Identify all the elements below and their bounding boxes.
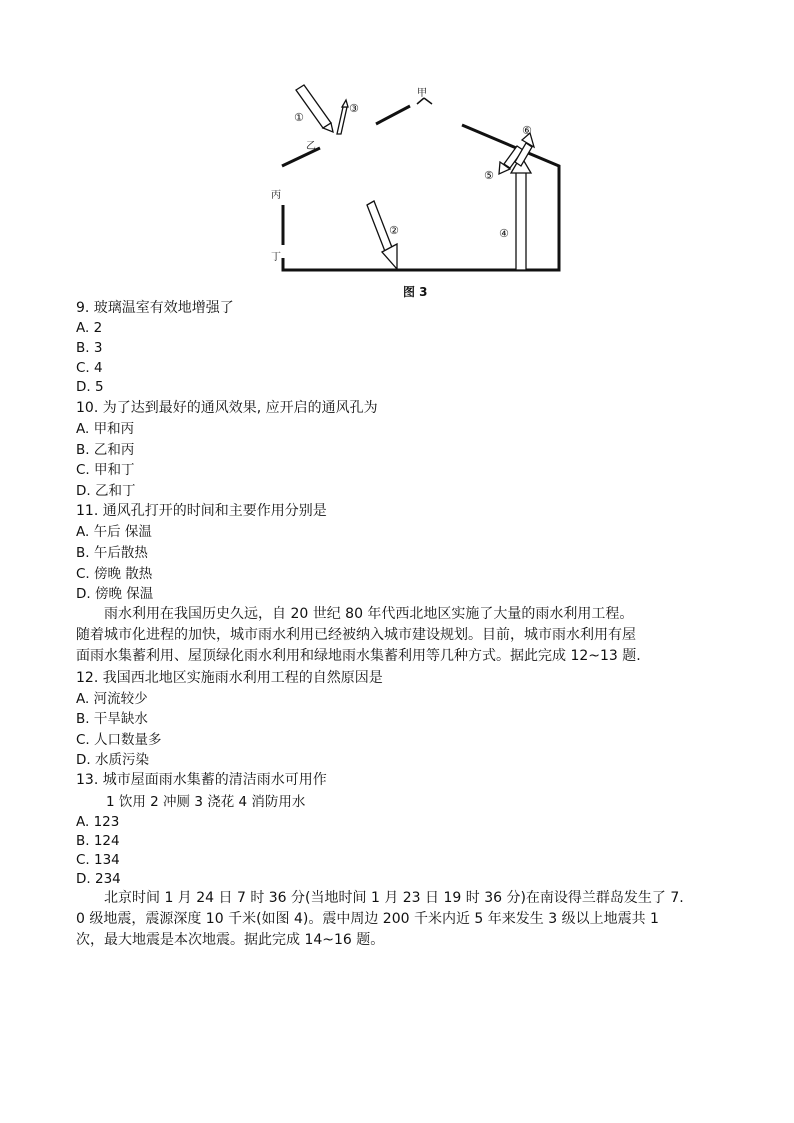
question-10-option-c: C. 甲和丁 (76, 462, 135, 478)
passage-earthquake-line-1: 北京时间 1 月 24 日 7 时 36 分(当地时间 1 月 23 日 19 时 36 分)在南设得兰群岛发生了 7. (104, 890, 684, 906)
passage-rainwater-line-2: 随着城市化进程的加快，城市雨水利用已经被纳入城市建设规划。目前，城市雨水利用有屋 (76, 627, 636, 643)
question-10-option-b: B. 乙和丙 (76, 442, 135, 458)
greenhouse-diagram (270, 80, 570, 300)
question-11-option-b: B. 午后散热 (76, 545, 148, 561)
question-12-stem: 12. 我国西北地区实施雨水利用工程的自然原因是 (76, 670, 383, 686)
question-13-option-b: B. 124 (76, 833, 120, 849)
question-10-stem: 10. 为了达到最好的通风效果, 应开启的通风孔为 (76, 400, 378, 416)
question-13-stem: 13. 城市屋面雨水集蓄的清洁雨水可用作 (76, 772, 327, 788)
passage-rainwater (76, 604, 716, 667)
label-jia: 甲 (417, 88, 427, 99)
question-13-option-d: D. 234 (76, 871, 121, 887)
question-10-option-d: D. 乙和丁 (76, 483, 136, 499)
label-3: ③ (349, 102, 359, 115)
passage-earthquake-line-2: 0 级地震，震源深度 10 千米(如图 4)。震中周边 200 千米内近 5 年来发生 3 级以上地震共 1 (76, 911, 659, 927)
question-9-stem: 9. 玻璃温室有效地增强了 (76, 300, 234, 316)
question-10-option-a: A. 甲和丙 (76, 421, 135, 437)
passage-earthquake-line-3: 次，最大地震是本次地震。据此完成 14~16 题。 (76, 932, 385, 948)
label-6: ⑥ (522, 124, 532, 137)
question-13-choices: 1 饮用 2 冲厕 3 浇花 4 消防用水 (106, 794, 306, 810)
passage-rainwater-line-1: 雨水利用在我国历史久远，自 20 世纪 80 年代西北地区实施了大量的雨水利用工程。 (104, 606, 634, 622)
question-12-option-a: A. 河流较少 (76, 691, 148, 707)
question-9-option-a: A. 2 (76, 320, 103, 336)
question-13-option-c: C. 134 (76, 852, 120, 868)
question-12-option-c: C. 人口数量多 (76, 732, 162, 748)
question-11-option-c: C. 傍晚 散热 (76, 566, 153, 582)
arrow-3-icon (337, 100, 348, 134)
question-11-option-a: A. 午后 保温 (76, 524, 152, 540)
greenhouse-upper-left-roof (376, 106, 410, 124)
passage-rainwater-line-3: 面雨水集蓄利用、屋顶绿化雨水利用和绿地雨水集蓄利用等几种方式。据此完成 12~13 题. (76, 648, 641, 664)
arrow-4-icon (511, 156, 531, 270)
passage-earthquake (76, 888, 716, 951)
label-1: ① (294, 111, 304, 124)
question-9-option-c: C. 4 (76, 360, 103, 376)
question-12-option-d: D. 水质污染 (76, 752, 149, 768)
arrow-1-icon (296, 85, 333, 132)
figure-caption: 图 3 (403, 285, 428, 299)
question-9-option-b: B. 3 (76, 340, 103, 356)
label-bing: 丙 (271, 190, 281, 201)
question-12-option-b: B. 干旱缺水 (76, 711, 148, 727)
question-9-option-d: D. 5 (76, 379, 104, 395)
label-ding: 丁 (271, 252, 281, 263)
label-4: ④ (499, 227, 509, 240)
question-13-option-a: A. 123 (76, 814, 120, 830)
label-2: ② (389, 224, 399, 237)
label-yi: 乙 (306, 141, 316, 152)
question-11-stem: 11. 通风孔打开的时间和主要作用分别是 (76, 503, 327, 519)
label-5: ⑤ (484, 169, 494, 182)
question-11-option-d: D. 傍晚 保温 (76, 586, 154, 602)
